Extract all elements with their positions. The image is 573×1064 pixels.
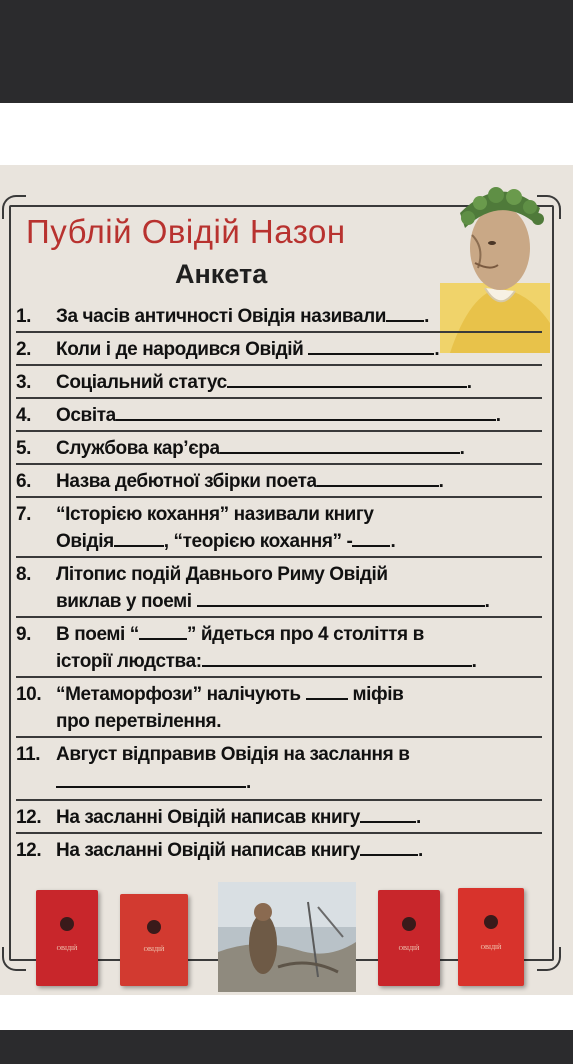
book-cover-image: [378, 890, 440, 986]
divider: [16, 463, 542, 465]
question-text: міфів: [352, 684, 404, 705]
item-number: 12.: [16, 840, 42, 861]
question-text: За часів античності Овідія називали: [56, 306, 387, 327]
answer-blank[interactable]: [197, 591, 485, 607]
question-text: Освіта: [56, 405, 116, 426]
question-text: На засланні Овідій написав книгу: [56, 807, 360, 828]
divider: [16, 430, 542, 432]
answer-blank[interactable]: [202, 651, 472, 667]
bottom-dark-bar: [0, 1030, 573, 1064]
answer-blank[interactable]: [386, 306, 424, 322]
list-item-continuation: Овідія , “теорією кохання” - .: [56, 531, 396, 552]
divider: [16, 496, 542, 498]
question-text: про перетвілення.: [56, 711, 222, 732]
divider: [16, 676, 542, 678]
author-face-icon: [147, 920, 161, 934]
question-text: Соціальний статус: [56, 372, 227, 393]
answer-blank[interactable]: [352, 531, 390, 547]
item-number: 6.: [16, 471, 32, 492]
question-text: Назва дебютної збірки поета: [56, 471, 317, 492]
item-number: 10.: [16, 684, 42, 705]
list-item: 6. Назва дебютної збірки поета .: [16, 468, 546, 495]
divider: [16, 397, 542, 399]
list-item-continuation: історії людства: .: [56, 651, 477, 672]
author-face-icon: [402, 917, 416, 931]
list-item: 5. Службова кар’єра .: [16, 435, 546, 462]
item-number: 3.: [16, 372, 32, 393]
questionnaire-poster: [0, 165, 573, 995]
list-item: 3. Соціальний статус .: [16, 369, 546, 396]
painting-image: [218, 882, 356, 992]
book-label: ОВІДІЙ: [56, 945, 78, 952]
question-text: “Метаморфози” налічують: [56, 684, 301, 705]
list-item-continuation: .: [16, 768, 546, 798]
poster-title: Публій Овідій Назон: [26, 213, 346, 250]
divider: [16, 832, 542, 834]
question-text: ” йдеться про 4 століття в: [186, 624, 424, 645]
item-number: 8.: [16, 564, 32, 585]
book-cover-image: [120, 894, 188, 986]
book-cover-image: [36, 890, 98, 986]
answer-blank[interactable]: [306, 684, 348, 700]
item-number: 2.: [16, 339, 32, 360]
question-text: Август відправив Овідія на заслання в: [56, 744, 410, 765]
item-number: 12.: [16, 807, 42, 828]
answer-blank[interactable]: [220, 438, 460, 454]
question-text: Овідія: [56, 531, 114, 552]
divider: [16, 331, 542, 333]
item-number: 1.: [16, 306, 32, 327]
question-text: На засланні Овідій написав книгу: [56, 840, 360, 861]
divider: [16, 736, 542, 738]
answer-blank[interactable]: [360, 807, 416, 823]
list-item-continuation: виклав у поемі .: [56, 591, 490, 612]
divider: [16, 799, 542, 801]
answer-blank[interactable]: [139, 624, 187, 640]
book-label: ОВІДІЙ: [480, 944, 502, 951]
top-dark-bar: [0, 0, 573, 103]
item-number: 4.: [16, 405, 32, 426]
book-cover-image: [458, 888, 524, 986]
item-number: 9.: [16, 624, 32, 645]
item-number: 7.: [16, 504, 32, 525]
divider: [16, 364, 542, 366]
question-text: В поемі “: [56, 624, 139, 645]
item-number: 11.: [16, 744, 41, 765]
list-item: [16, 501, 546, 528]
question-list: [16, 303, 546, 864]
poster-subtitle: Анкета: [175, 259, 268, 289]
author-face-icon: [484, 915, 498, 929]
author-face-icon: [60, 917, 74, 931]
list-item: 1. За часів античності Овідія називали .: [16, 303, 546, 330]
answer-blank[interactable]: [116, 405, 496, 421]
question-text: Літопис подій Давнього Риму Овідій: [56, 564, 388, 585]
book-label: ОВІДІЙ: [398, 945, 420, 952]
list-item: 12. На засланні Овідій написав книгу .: [16, 804, 546, 831]
list-item-continuation: [16, 708, 546, 735]
question-text: , “теорією кохання” -: [163, 531, 353, 552]
answer-blank[interactable]: [308, 339, 434, 355]
book-label: ОВІДІЙ: [143, 947, 165, 954]
question-text: Коли і де народився Овідій: [56, 339, 304, 360]
question-text: виклав у поемі: [56, 591, 192, 612]
divider: [16, 616, 542, 618]
answer-blank[interactable]: [56, 772, 246, 788]
answer-blank[interactable]: [114, 531, 164, 547]
answer-blank[interactable]: [317, 471, 439, 487]
list-item: [16, 741, 546, 768]
list-item: [16, 561, 546, 588]
answer-blank[interactable]: [227, 372, 467, 388]
divider: [16, 556, 542, 558]
list-item: 12. На засланні Овідій написав книгу .: [16, 837, 546, 864]
list-item: [16, 681, 546, 708]
book-gallery: [0, 880, 573, 995]
answer-blank[interactable]: [360, 840, 418, 856]
item-number: 5.: [16, 438, 32, 459]
question-text: “Історією кохання” називали книгу: [56, 504, 374, 525]
list-item: [16, 621, 546, 648]
list-item: 2. Коли і де народився Овідій .: [16, 336, 546, 363]
question-text: історії людства:: [56, 651, 202, 672]
list-item: 4. Освіта .: [16, 402, 546, 429]
question-text: Службова кар’єра: [56, 438, 220, 459]
